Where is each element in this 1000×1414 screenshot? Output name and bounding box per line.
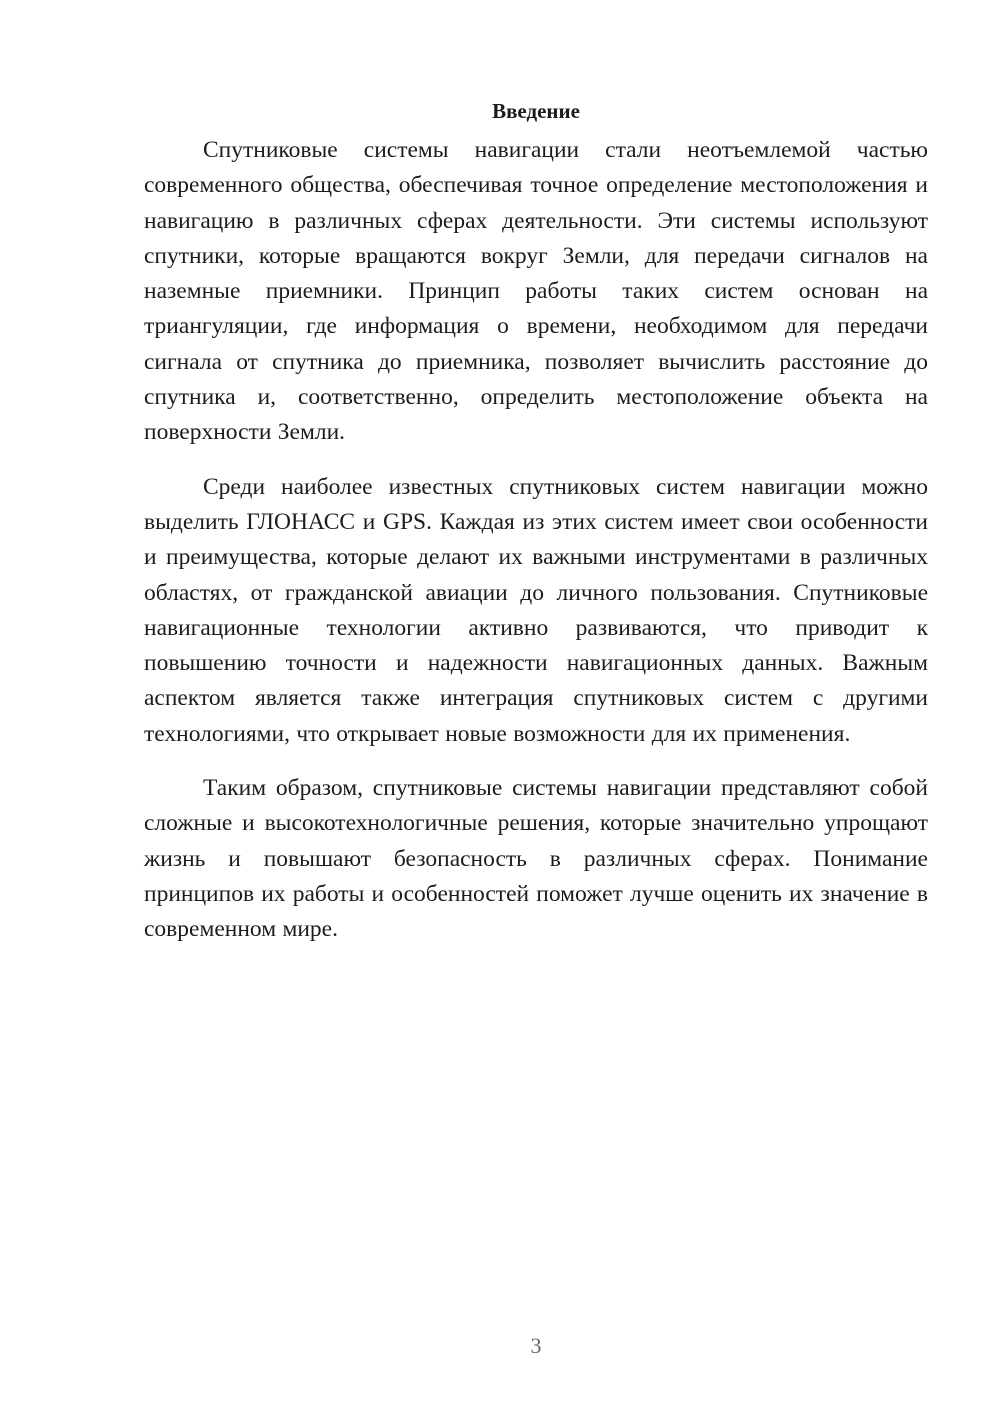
- page-number: 3: [530, 1333, 542, 1358]
- paragraph-2: Среди наиболее известных спутниковых систем навигации можно выделить ГЛОНАСС и GPS. Каждая из этих систем имеет свои особенности и преимущества, которые делают их важными инструментами в различных областях, от гражданской авиации до личного пользования. Спутниковые навигационные технологии активно развиваются, что приводит к повышению точности и надежности навигационных данных. Важным аспектом является также интеграция спутниковых систем с другими технологиями, что открывает новые возможности для их применения.: [144, 473, 928, 747]
- paragraph-1: Спутниковые системы навигации стали неотъемлемой частью современного общества, обеспечивая точное определение местоположения и навигацию в различных сферах деятельности. Эти системы используют спутники, которые вращаются вокруг Земли, для передачи сигналов на наземные приемники. Принцип работы таких систем основан на триангуляции, где информация о времени, необходимом для передачи сигнала от спутника до приемника, позволяет вычислить расстояние до спутника и, соответственно, определить местоположение объекта на поверхности Земли.: [144, 137, 928, 446]
- paragraph-3: Таким образом, спутниковые системы навигации представляют собой сложные и высокотехнологичные решения, которые значительно упрощают жизнь и повышают безопасность в различных сферах. Понимание принципов их работы и особенностей поможет лучше оценить их значение в современном мире.: [144, 775, 928, 943]
- section-heading: Введение: [492, 99, 580, 123]
- page-content: [144, 96, 928, 948]
